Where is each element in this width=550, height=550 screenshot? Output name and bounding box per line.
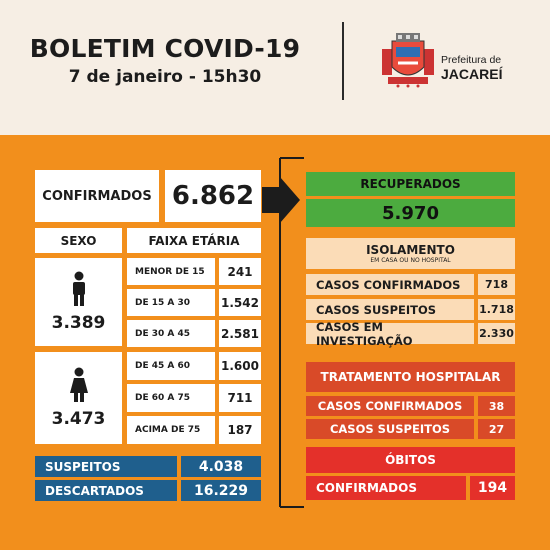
faixa-label: DE 30 A 45 <box>127 320 215 347</box>
suspeitos-label: SUSPEITOS <box>35 456 177 477</box>
tratamento-row-value: 27 <box>478 419 515 439</box>
faixa-header: FAIXA ETÁRIA <box>127 228 261 253</box>
faixa-value: 1.542 <box>219 289 261 316</box>
obitos-row-label: CONFIRMADOS <box>306 476 466 500</box>
male-count: 3.389 <box>51 313 106 333</box>
isolamento-row-value: 718 <box>478 274 515 295</box>
faixa-value: 187 <box>219 416 261 444</box>
faixa-label: ACIMA DE 75 <box>127 416 215 444</box>
descartados-value: 16.229 <box>181 480 261 501</box>
recuperados-value: 5.970 <box>306 199 515 227</box>
descartados-label: DESCARTADOS <box>35 480 177 501</box>
faixa-value: 241 <box>219 258 261 285</box>
sexo-header: SEXO <box>35 228 122 253</box>
faixa-value: 1.600 <box>219 352 261 380</box>
tratamento-row-label: CASOS CONFIRMADOS <box>306 396 474 416</box>
faixa-value: 2.581 <box>219 320 261 347</box>
female-block <box>35 352 122 444</box>
recuperados-label: RECUPERADOS <box>306 172 515 196</box>
male-icon <box>70 271 88 307</box>
isolamento-sub: EM CASA OU NO HOSPITAL <box>370 257 451 264</box>
isolamento-row-value: 2.330 <box>478 323 515 344</box>
isolamento-row-value: 1.718 <box>478 299 515 320</box>
header-divider <box>342 22 344 100</box>
isolamento-row-label: CASOS SUSPEITOS <box>306 299 474 320</box>
faixa-label: DE 15 A 30 <box>127 289 215 316</box>
city-crest-icon <box>380 31 436 89</box>
obitos-header: ÓBITOS <box>306 447 515 473</box>
confirmados-value: 6.862 <box>171 181 255 211</box>
female-icon <box>69 367 89 403</box>
isolamento-row-label: CASOS CONFIRMADOS <box>306 274 474 295</box>
female-count: 3.473 <box>51 409 106 429</box>
obitos-value: 194 <box>470 476 515 500</box>
confirmados-value-box <box>165 170 261 222</box>
tratamento-header: TRATAMENTO HOSPITALAR <box>306 362 515 392</box>
prefeitura-label: Prefeitura de <box>441 54 502 66</box>
city-name: JACAREÍ <box>441 66 503 82</box>
suspeitos-value: 4.038 <box>181 456 261 477</box>
tratamento-row-label: CASOS SUSPEITOS <box>306 419 474 439</box>
isolamento-label: ISOLAMENTO <box>366 243 455 257</box>
confirmados-label-box <box>35 170 159 222</box>
faixa-label: DE 60 A 75 <box>127 384 215 412</box>
male-block <box>35 258 122 346</box>
tratamento-row-value: 38 <box>478 396 515 416</box>
page-date: 7 de janeiro - 15h30 <box>68 67 262 87</box>
faixa-label: MENOR DE 15 <box>127 258 215 285</box>
confirmados-label: CONFIRMADOS <box>42 188 152 204</box>
page-title: BOLETIM COVID-19 <box>29 34 301 63</box>
faixa-value: 711 <box>219 384 261 412</box>
bracket-arrow <box>262 155 307 511</box>
isolamento-header <box>306 238 515 269</box>
faixa-label: DE 45 A 60 <box>127 352 215 380</box>
isolamento-row-label: CASOS EM INVESTIGAÇÃO <box>306 323 474 344</box>
